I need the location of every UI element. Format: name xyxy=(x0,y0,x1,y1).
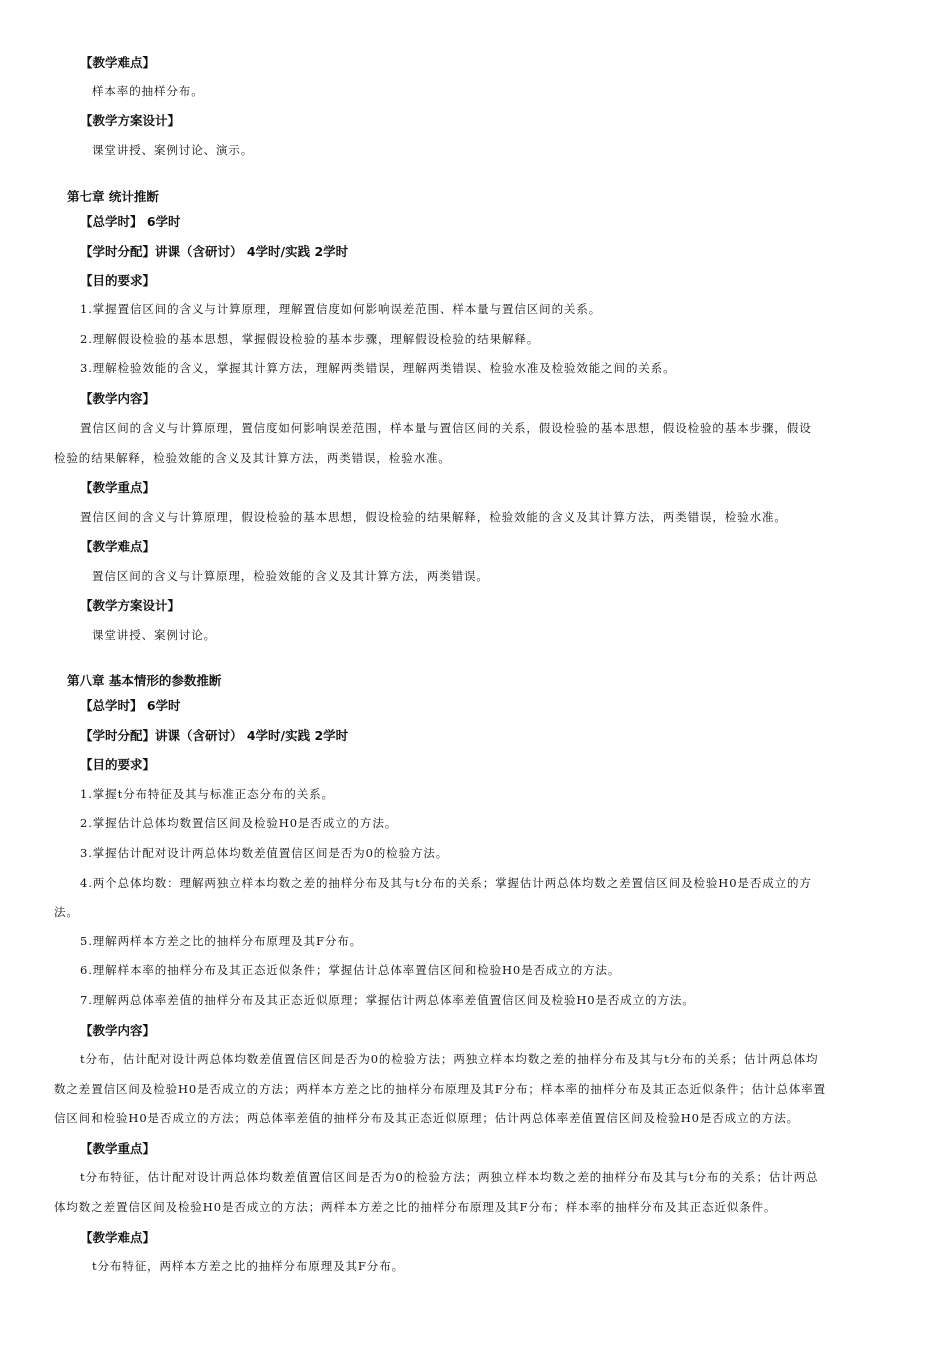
key-points-heading: 【教学重点】 xyxy=(80,1141,156,1156)
total-hours: 【总学时】 6学时 xyxy=(80,698,181,713)
content-heading: 【教学内容】 xyxy=(80,1023,156,1038)
key-points-text: 置信区间的含义与计算原理，假设检验的基本思想，假设检验的结果解释，检验效能的含义及其计算方法，两类错误，检验水准。 xyxy=(80,510,787,524)
content-line: 信区间和检验H0是否成立的方法；两总体率差值的抽样分布及其正态近似原理；估计两总体率差值置信区间及检验H0是否成立的方法。 xyxy=(54,1111,800,1125)
difficulty-heading: 【教学难点】 xyxy=(80,1230,156,1245)
total-hours: 【总学时】 6学时 xyxy=(80,214,181,229)
goals-heading: 【目的要求】 xyxy=(80,273,156,288)
chapter-7-title: 第七章 统计推断 xyxy=(67,189,159,204)
content-line: 检验的结果解释，检验效能的含义及其计算方法，两类错误，检验水准。 xyxy=(54,451,451,465)
goal-item: 5.理解两样本方差之比的抽样分布原理及其F分布。 xyxy=(80,934,363,948)
key-points-heading: 【教学重点】 xyxy=(80,480,156,495)
plan-heading: 【教学方案设计】 xyxy=(80,598,181,613)
difficulty-text: 置信区间的含义与计算原理，检验效能的含义及其计算方法，两类错误。 xyxy=(92,569,489,583)
content-line: t分布，估计配对设计两总体均数差值置信区间是否为0的检验方法；两独立样本均数之差的抽样分布及其与t分布的关系；估计两总体均 xyxy=(80,1052,819,1066)
goals-heading: 【目的要求】 xyxy=(80,757,156,772)
content-line: 数之差置信区间及检验H0是否成立的方法；两样本方差之比的抽样分布原理及其F分布；样本率的抽样分布及其正态近似条件；估计总体率置 xyxy=(54,1082,827,1096)
goal-item: 3.掌握估计配对设计两总体均数差值置信区间是否为0的检验方法。 xyxy=(80,846,449,860)
goal-item-continued: 法。 xyxy=(54,905,79,919)
chapter-8-title: 第八章 基本情形的参数推断 xyxy=(67,673,222,688)
goal-item: 1.掌握t分布特征及其与标准正态分布的关系。 xyxy=(80,787,334,801)
plan-heading: 【教学方案设计】 xyxy=(80,113,181,128)
goal-item: 2.理解假设检验的基本思想，掌握假设检验的基本步骤，理解假设检验的结果解释。 xyxy=(80,332,540,346)
goal-item: 6.理解样本率的抽样分布及其正态近似条件；掌握估计总体率置信区间和检验H0是否成立的方法。 xyxy=(80,963,621,977)
key-points-line: 体均数之差置信区间及检验H0是否成立的方法；两样本方差之比的抽样分布原理及其F分布；样本率的抽样分布及其正态近似条件。 xyxy=(54,1200,777,1214)
hours-allocation: 【学时分配】讲课（含研讨） 4学时/实践 2学时 xyxy=(80,728,349,743)
goal-item: 3.理解检验效能的含义，掌握其计算方法，理解两类错误，理解两类错误、检验水准及检验效能之间的关系。 xyxy=(80,361,676,375)
goal-item: 2.掌握估计总体均数置信区间及检验H0是否成立的方法。 xyxy=(80,816,398,830)
content-heading: 【教学内容】 xyxy=(80,391,156,406)
hours-allocation: 【学时分配】讲课（含研讨） 4学时/实践 2学时 xyxy=(80,244,349,259)
goal-item: 4.两个总体均数：理解两独立样本均数之差的抽样分布及其与t分布的关系；掌握估计两总体均数之差置信区间及检验H0是否成立的方 xyxy=(80,876,812,890)
plan-text: 课堂讲授、案例讨论。 xyxy=(92,628,216,642)
plan-text: 课堂讲授、案例讨论、演示。 xyxy=(92,143,254,157)
key-points-line: t分布特征，估计配对设计两总体均数差值置信区间是否为0的检验方法；两独立样本均数之差的抽样分布及其与t分布的关系；估计两总 xyxy=(80,1170,819,1184)
goal-item: 1.掌握置信区间的含义与计算原理，理解置信度如何影响误差范围、样本量与置信区间的关系。 xyxy=(80,302,602,316)
difficulty-heading: 【教学难点】 xyxy=(80,539,156,554)
difficulty-text: t分布特征，两样本方差之比的抽样分布原理及其F分布。 xyxy=(92,1259,404,1273)
difficulty-text: 样本率的抽样分布。 xyxy=(92,84,204,98)
content-line: 置信区间的含义与计算原理，置信度如何影响误差范围，样本量与置信区间的关系，假设检验的基本思想，假设检验的基本步骤，假设 xyxy=(80,421,812,435)
goal-item: 7.理解两总体率差值的抽样分布及其正态近似原理；掌握估计两总体率差值置信区间及检验H0是否成立的方法。 xyxy=(80,993,695,1007)
difficulty-heading: 【教学难点】 xyxy=(80,55,156,70)
